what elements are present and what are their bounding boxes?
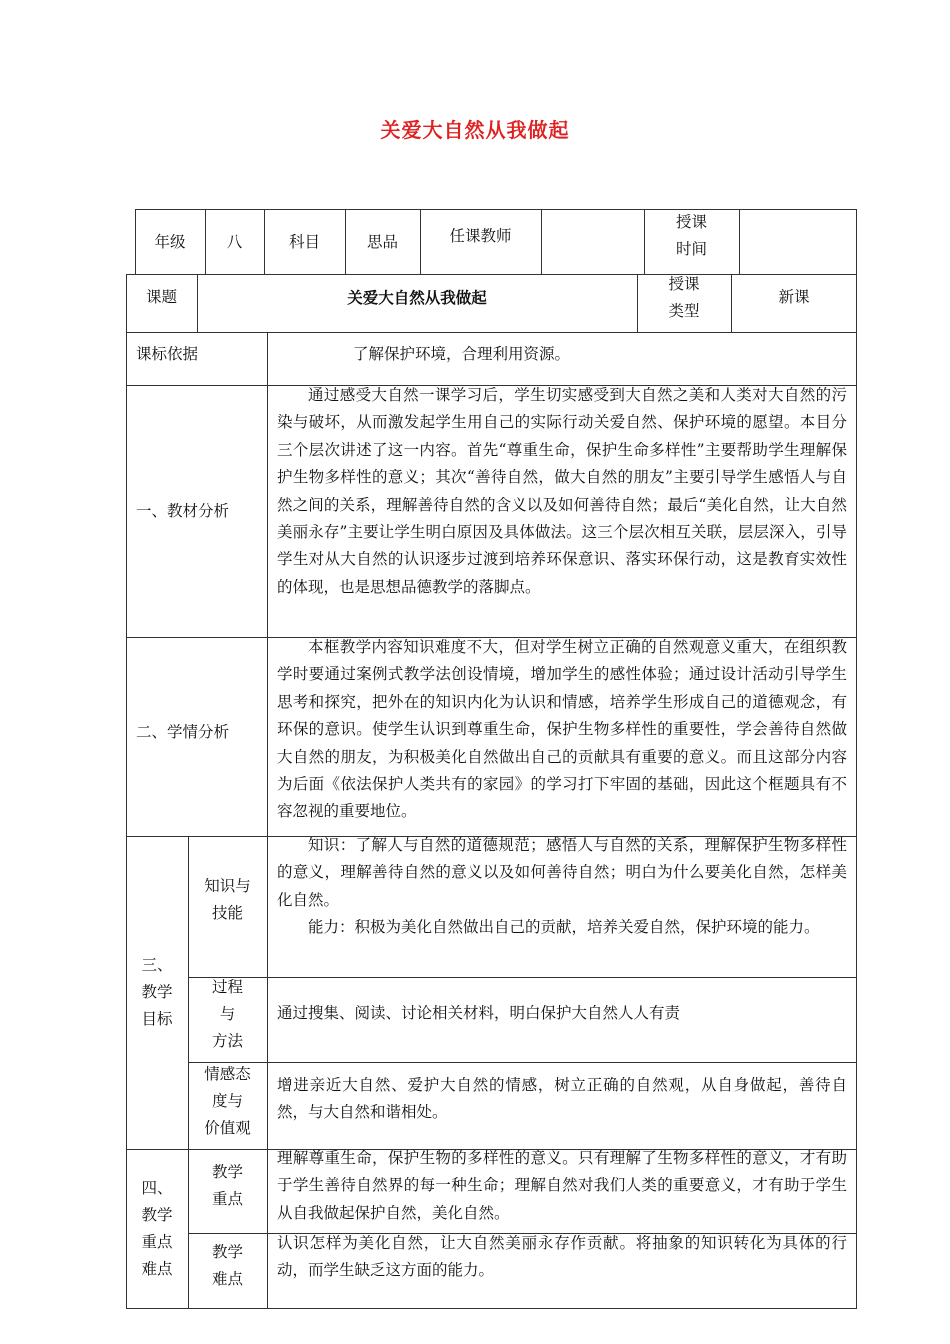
material-analysis-text: [277, 382, 847, 601]
emotion-value-text: [277, 1072, 847, 1127]
teacher-label: 任课教师: [449, 226, 512, 245]
subject-value: 思品: [366, 232, 398, 251]
material-analysis-label: 一、教材分析: [136, 501, 230, 520]
teaching-goals-label: 三、 教学 目标: [141, 956, 173, 1028]
process-method-text: 通过搜集、阅读、讨论相关材料，明白保护大自然人人有责: [277, 1003, 681, 1022]
grade-label: 年级: [154, 232, 186, 251]
difficult-point-text: [277, 1230, 847, 1285]
type-value: 新课: [778, 287, 810, 306]
standard-label: 课标依据: [136, 344, 199, 363]
emotion-value-paragraph: 增进亲近大自然、爱护大自然的情感，树立正确的自然观，从自身做起，善待自然，与大自然和谐相处。: [277, 1076, 847, 1122]
grade-value: 八: [226, 232, 243, 251]
key-difficult-label: 四、 教学 重点 难点: [141, 1179, 173, 1278]
key-point-text: [277, 1145, 847, 1227]
type-label: 授课 类型: [668, 275, 700, 320]
key-point-paragraph: 理解尊重生命，保护生物的多样性的意义。只有理解了生物多样性的意义，才有助于学生善待自然界的每一种生命；理解自然对我们人类的重要意义，才有助于学生从自我做起保护自然，美化自然。: [277, 1149, 847, 1222]
page-title: 关爱大自然从我做起: [380, 118, 570, 142]
process-method-label: 过程 与 方法: [211, 978, 243, 1050]
key-point-label: 教学 重点: [211, 1162, 243, 1208]
knowledge-skill-text: [277, 832, 847, 942]
time-value: [739, 209, 857, 275]
difficult-point-paragraph: 认识怎样为美化自然，让大自然美丽永存作贡献。将抽象的知识转化为具体的行动，而学生缺乏这方面的能力。: [277, 1234, 847, 1280]
learner-analysis-text: [277, 634, 847, 826]
knowledge-skill-label: 知识与 技能: [204, 877, 251, 922]
topic-label: 课题: [145, 287, 177, 306]
teacher-value: [541, 209, 644, 275]
difficult-point-label: 教学 难点: [211, 1243, 243, 1288]
standard-value: 了解保护环境，合理利用资源。: [353, 344, 571, 363]
material-analysis-paragraph: 通过感受大自然一课学习后，学生切实感受到大自然之美和人类对大自然的污染与破坏，从而激发起学生用自己的实际行动关爱自然、保护环境的愿望。本目分三个层次讲述了这一内容。首先“尊重生命，保护生命多样性”主要帮助学生理解保护生物多样性的意义；其次“善待自然，做大自然的朋友”主要引导学生感悟人与自然之间的关系，理解善待自然的含义以及如何善待自然；最后“美化自然，让大自然美丽永存”主要让学生明白原因及具体做法。这三个层次相互关联，层层深入，引导学生对从大自然的认识逐步过渡到培养环保意识、落实环保行动，这是教育实效性的体现，也是思想品德教学的落脚点。: [277, 386, 847, 596]
time-label: 授课 时间: [675, 213, 707, 258]
learner-analysis-label: 二、学情分析: [136, 722, 230, 741]
emotion-value-label: 情感态 度与 价值观: [204, 1064, 251, 1137]
subject-label: 科目: [288, 232, 320, 251]
knowledge-paragraph: 知识：了解人与自然的道德规范；感悟人与自然的关系，理解保护生物多样性的意义，理解善待自然的意义以及如何善待自然；明白为什么要美化自然，怎样美化自然。: [277, 836, 847, 909]
ability-paragraph: 能力：积极为美化自然做出自己的贡献，培养关爱自然，保护环境的能力。: [308, 918, 820, 937]
learner-analysis-paragraph: 本框教学内容知识难度不大，但对学生树立正确的自然观意义重大，在组织教学时要通过案例式教学法创设情境，增加学生的感性体验；通过设计活动引导学生思考和探究，把外在的知识内化为认识和情感，培养学生形成自己的道德观念，有环保的意识。使学生认识到尊重生命，保护生物多样性的重要性，学会善待自然做大自然的朋友，为积极美化自然做出自己的贡献具有重要的意义。而且这部分内容为后面《依法保护人类共有的家园》的学习打下牢固的基础，因此这个框题具有不容忽视的重要地位。: [277, 638, 847, 821]
topic-value: 关爱大自然从我做起: [347, 287, 487, 307]
